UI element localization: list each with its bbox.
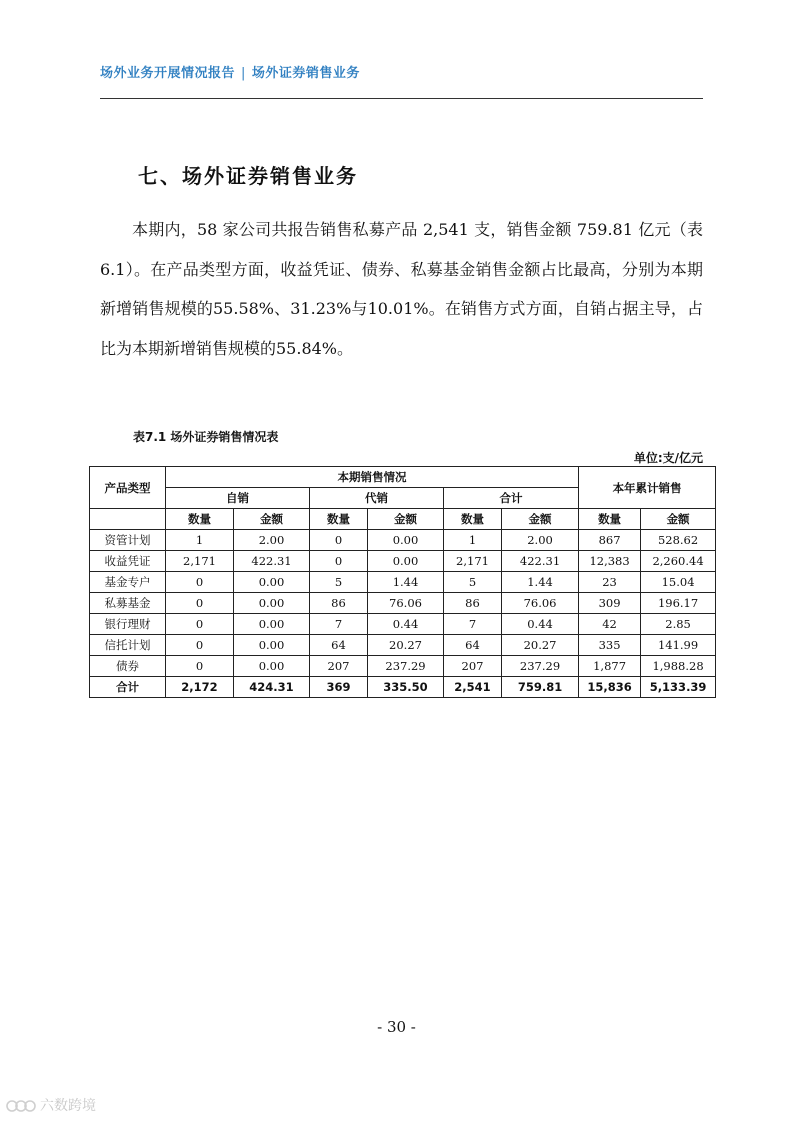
header-self-sale: 自销 xyxy=(166,488,310,509)
cell: 335 xyxy=(579,635,641,656)
table-row xyxy=(90,530,716,551)
table-row xyxy=(90,656,716,677)
row-type: 资管计划 xyxy=(90,530,166,551)
cell: 0.44 xyxy=(368,614,444,635)
cell: 20.27 xyxy=(502,635,579,656)
cell: 7 xyxy=(444,614,502,635)
cell: 86 xyxy=(310,593,368,614)
cell: 309 xyxy=(579,593,641,614)
table-row xyxy=(90,572,716,593)
watermark-text: 六数跨境 xyxy=(40,1098,96,1114)
cell: 7 xyxy=(310,614,368,635)
cell: 2,260.44 xyxy=(641,551,716,572)
cell: 1.44 xyxy=(368,572,444,593)
cell: 2,171 xyxy=(166,551,234,572)
table-row xyxy=(90,614,716,635)
table-row xyxy=(90,593,716,614)
cell: 141.99 xyxy=(641,635,716,656)
col-amount: 金额 xyxy=(502,509,579,530)
cell: 64 xyxy=(444,635,502,656)
cell: 0 xyxy=(166,635,234,656)
cell: 0 xyxy=(310,551,368,572)
cell: 0 xyxy=(310,530,368,551)
row-type: 收益凭证 xyxy=(90,551,166,572)
col-count: 数量 xyxy=(444,509,502,530)
total-cell: 335.50 xyxy=(368,677,444,698)
table-caption: 表7.1 场外证券销售情况表 xyxy=(133,430,279,444)
row-type: 私募基金 xyxy=(90,593,166,614)
cell: 422.31 xyxy=(234,551,310,572)
row-type: 基金专户 xyxy=(90,572,166,593)
cell: 42 xyxy=(579,614,641,635)
col-amount: 金额 xyxy=(368,509,444,530)
cell: 0.44 xyxy=(502,614,579,635)
cell: 0.00 xyxy=(368,551,444,572)
table-unit: 单位:支/亿元 xyxy=(633,451,703,465)
section-title: 七、场外证券销售业务 xyxy=(138,164,358,188)
col-count: 数量 xyxy=(310,509,368,530)
row-type: 债券 xyxy=(90,656,166,677)
cell: 1.44 xyxy=(502,572,579,593)
cell: 0 xyxy=(166,656,234,677)
header-agency-sale: 代销 xyxy=(310,488,444,509)
cell: 196.17 xyxy=(641,593,716,614)
total-label: 合计 xyxy=(90,677,166,698)
cell: 237.29 xyxy=(502,656,579,677)
table-row xyxy=(90,635,716,656)
total-cell: 15,836 xyxy=(579,677,641,698)
cell: 2.00 xyxy=(234,530,310,551)
row-type: 信托计划 xyxy=(90,635,166,656)
cell: 1,877 xyxy=(579,656,641,677)
header-annual-cumulative: 本年累计销售 xyxy=(579,467,716,509)
total-cell: 2,541 xyxy=(444,677,502,698)
cell: 237.29 xyxy=(368,656,444,677)
header-report-title: 场外业务开展情况报告 xyxy=(100,66,236,81)
table-body xyxy=(90,530,716,698)
total-cell: 424.31 xyxy=(234,677,310,698)
cell: 0.00 xyxy=(234,614,310,635)
header-text xyxy=(100,62,360,81)
col-amount: 金额 xyxy=(641,509,716,530)
cell: 20.27 xyxy=(368,635,444,656)
cell: 5 xyxy=(444,572,502,593)
header-subtotal: 合计 xyxy=(444,488,579,509)
total-cell: 2,172 xyxy=(166,677,234,698)
total-cell: 369 xyxy=(310,677,368,698)
total-cell: 759.81 xyxy=(502,677,579,698)
cell: 0.00 xyxy=(234,656,310,677)
cell: 23 xyxy=(579,572,641,593)
page-number: - 30 - xyxy=(377,1018,416,1036)
cell: 0 xyxy=(166,614,234,635)
cell: 2.85 xyxy=(641,614,716,635)
cell: 0.00 xyxy=(234,572,310,593)
col-amount: 金额 xyxy=(234,509,310,530)
cell: 867 xyxy=(579,530,641,551)
cell: 12,383 xyxy=(579,551,641,572)
cell: 528.62 xyxy=(641,530,716,551)
table-total-row xyxy=(90,677,716,698)
cell: 0.00 xyxy=(368,530,444,551)
cell: 5 xyxy=(310,572,368,593)
watermark-logo-icon xyxy=(6,1097,36,1113)
cell: 1 xyxy=(166,530,234,551)
cell: 15.04 xyxy=(641,572,716,593)
watermark xyxy=(6,1095,96,1115)
table-row xyxy=(90,551,716,572)
row-type: 银行理财 xyxy=(90,614,166,635)
header-current-period: 本期销售情况 xyxy=(166,467,579,488)
page-header xyxy=(100,58,703,99)
sales-table xyxy=(89,466,716,698)
cell: 86 xyxy=(444,593,502,614)
cell: 64 xyxy=(310,635,368,656)
header-separator: | xyxy=(241,66,246,81)
header-product-type: 产品类型 xyxy=(90,467,166,509)
cell: 207 xyxy=(310,656,368,677)
cell: 0 xyxy=(166,593,234,614)
header-empty-cell xyxy=(90,509,166,530)
cell: 422.31 xyxy=(502,551,579,572)
cell: 0.00 xyxy=(234,635,310,656)
cell: 0 xyxy=(166,572,234,593)
total-cell: 5,133.39 xyxy=(641,677,716,698)
body-paragraph: 本期内，58 家公司共报告销售私募产品 2,541 支，销售金额 759.81 亿元（表6.1）。在产品类型方面，收益凭证、债券、私募基金销售金额占比最高，分别为本期新增销售规模的55.58%、31.23%与10.01%。在销售方式方面，自销占据主导，占比为本期新增销售规模的55.84%。 xyxy=(100,220,703,358)
cell: 0.00 xyxy=(234,593,310,614)
cell: 2,171 xyxy=(444,551,502,572)
cell: 76.06 xyxy=(368,593,444,614)
cell: 76.06 xyxy=(502,593,579,614)
col-count: 数量 xyxy=(579,509,641,530)
cell: 1 xyxy=(444,530,502,551)
cell: 2.00 xyxy=(502,530,579,551)
header-section-name: 场外证券销售业务 xyxy=(251,66,360,81)
cell: 1,988.28 xyxy=(641,656,716,677)
cell: 207 xyxy=(444,656,502,677)
col-count: 数量 xyxy=(166,509,234,530)
